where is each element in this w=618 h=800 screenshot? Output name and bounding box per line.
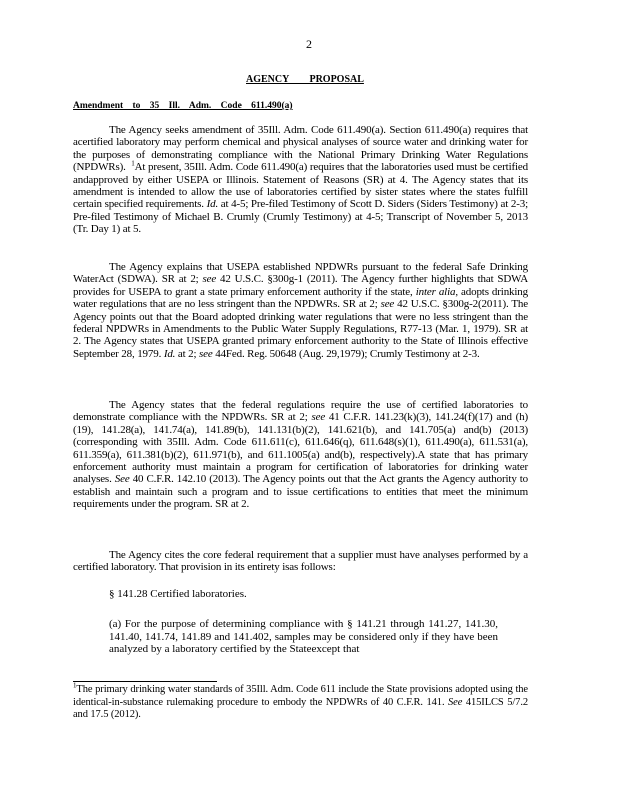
paragraph-1-text-b: At present, 35Ill. Adm. Code 611.490(a) requires that the laboratories used must be certified andapproved by either USEPA or Illinois. Statement of Reasons (SR) at 4. The Agency states that its amendment is intended to allow the use of laboratories certified by sister states where the states fulfill certain specified requirements. [73,161,528,211]
paragraph-3-text-b: 41 C.F.R. 141.23(k)(3), 141.24(f)(17) and (h)(19), 141.28(a), 141.74(a), 141.89(b), 141.131(b)(2), 141.621(b), and 141.705(a) and(b) (2013) (corresponding with 35Ill. Adm. Code 611.611(c), 611.646(q), 611.648(s)(1), 611.490(a), 611.531(a), 611.359(a), 611.381(b)(2), 611.971(b), and 611.1005(a) and(b), respectively).A state that has primary enforcement authority must maintain a program for certification of laboratories for drinking water analyses. [73,411,528,486]
paragraph-1-text-a: The Agency seeks amendment of 35Ill. Adm. Code 611.490(a). Section 611.490(a) requires that acertified laboratory may perform chemical and physical analyses of source water and drinking water for the purposes of demonstrating compliance with the National Primary Drinking Water Regulations (NPDWRs). [73,124,528,174]
paragraph-3-text-c: 40 C.F.R. 142.10 (2013). The Agency points out that the Act grants the Agency authority to establish and maintain such a program and to issue certifications to entities that meet the minimum requirements under the program. SR at 2. [73,473,529,511]
page-number: 2 [306,37,312,51]
paragraph-2-inter-alia: inter alia [415,285,456,298]
footnote [73,681,528,722]
paragraph-4 [73,549,528,574]
paragraph-3-see-2: See [114,473,130,486]
footnote-text-a: The primary drinking water standards of 35Ill. Adm. Code 611 include the State provisions adopted using the identical-in-substance rulemaking procedure to embody the NPDWRs of 40 C.F.R. 141. [73,684,528,708]
footnote-see: See [448,696,463,708]
paragraph-2-text-b: 42 U.S.C. §300g-1 (2011). The Agency further highlights that SDWA provides for USEPA to grant a state primary enforcement authority if the state, [73,273,528,298]
paragraph-2-id: Id. [163,347,176,360]
paragraph-2-text-a: The Agency explains that USEPA established NPDWRs pursuant to the federal Safe Drinking WaterAct (SDWA). SR at 2; [73,261,528,286]
section-heading: AGENCY PROPOSAL [246,74,364,85]
paragraph-3-text-a: The Agency states that the federal regulations require the use of certified laboratories to demonstrate compliance with the NPDWRs. SR at 2; [73,399,528,424]
paragraph-1 [73,124,528,236]
amendment-subheading: Amendment to 35 Ill. Adm. Code 611.490(a) [73,101,293,111]
footnote-text-b: 415ILCS 5/7.2 and 17.5 (2012). [73,696,528,721]
paragraph-2-see-3: see [199,347,213,360]
footnote-divider [73,681,217,682]
paragraph-3 [73,399,528,511]
paragraph-2-see-1: see [202,273,217,286]
paragraph-2-text-f: 44Fed. Reg. 50648 (Aug. 29,1979); Crumly Testimony at 2-3. [215,347,480,360]
paragraph-3-see-1: see [311,411,326,424]
paragraph-2-text-c: , adopts drinking water regulations that are no less stringent than the NPDWRs. SR at 2; [73,285,528,311]
paragraph-4-text: The Agency cites the core federal requirement that a supplier must have analyses performed by a certified laboratory. That provision in its entirety isas follows: [73,549,528,574]
paragraph-2-see-2: see [380,298,395,311]
footnote-reference: 1 [131,159,135,168]
paragraph-2-text-e: at 2; [177,347,197,360]
quoted-regulation-text: (a) For the purpose of determining compliance with § 141.21 through 141.27, 141.30, 141.40, 141.74, 141.89 and 141.402, samples may be considered only if they have been analyzed by a laboratory certified by the Stateexcept that [109,618,498,656]
quoted-section-title: § 141.28 Certified laboratories. [109,588,247,600]
paragraph-2 [73,261,528,360]
paragraph-2-text-d: 42 U.S.C. §300g-2(2011). The Agency points out that the Board adopted drinking water regulations that were no less stringent than the federal NPDWRs in Amendments to the Public Water Supply Regulations, R77-13 (Mar. 1, 1979). SR at 2. The Agency states that USEPA granted primary enforcement authority to the State of Illinois effective September 28, 1979. [73,298,528,360]
paragraph-1-id: Id. [206,198,219,211]
footnote-marker: 1 [73,681,77,690]
paragraph-1-text-c: at 4-5; Pre-filed Testimony of Scott D. Siders (Siders Testimony) at 2-3; Pre-filed Testimony of Michael B. Crumly (Crumly Testimony) at 4-5; Transcript of November 5, 2013 (Tr. Day 1) at 5. [73,198,528,236]
